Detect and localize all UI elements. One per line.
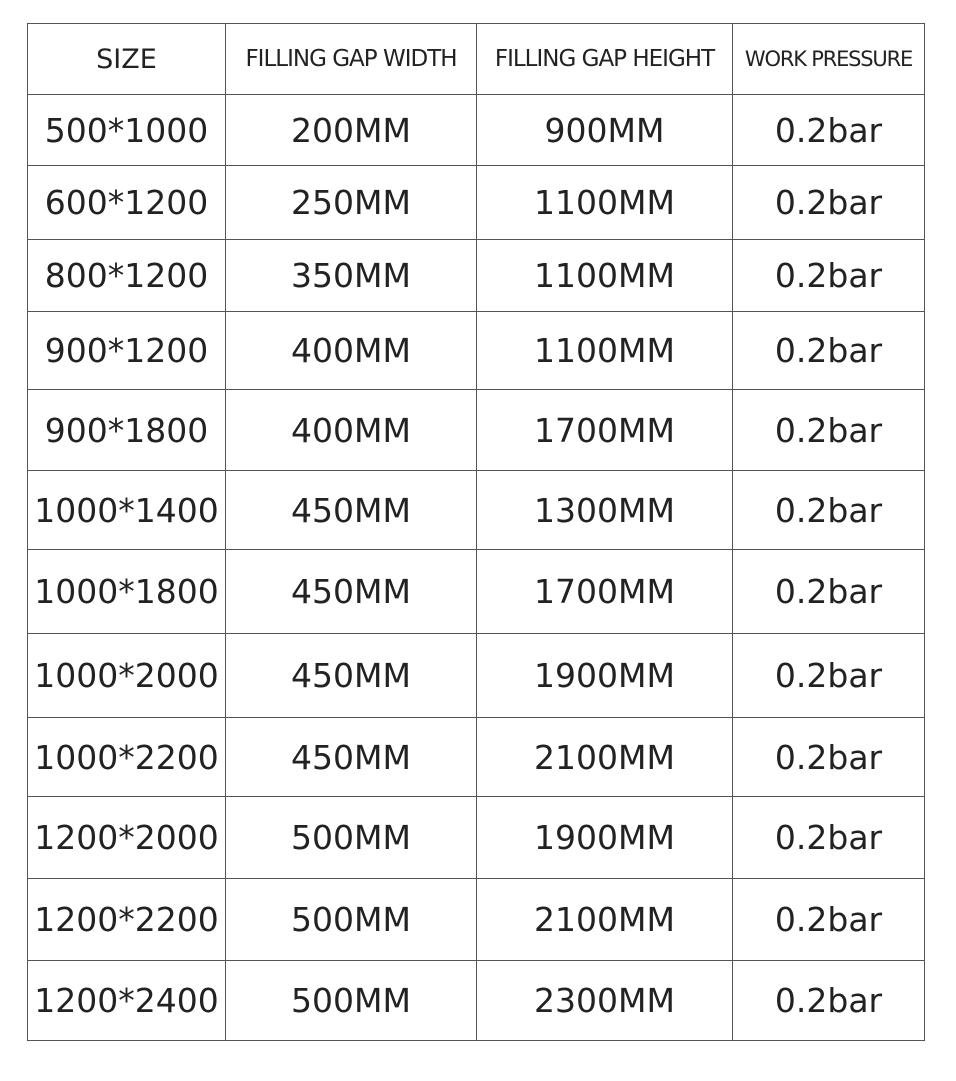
cell-gap-width: 450MM xyxy=(226,634,477,718)
cell-gap-width: 250MM xyxy=(226,166,477,240)
cell-size: 900*1200 xyxy=(28,312,226,390)
header-size: SIZE xyxy=(28,24,226,95)
cell-gap-height: 1700MM xyxy=(477,390,733,471)
cell-size: 1200*2000 xyxy=(28,797,226,879)
cell-gap-width: 500MM xyxy=(226,797,477,879)
cell-work-pressure: 0.2bar xyxy=(733,961,925,1041)
cell-work-pressure: 0.2bar xyxy=(733,797,925,879)
cell-size: 1000*1800 xyxy=(28,550,226,634)
cell-size: 1000*2200 xyxy=(28,718,226,797)
cell-gap-height: 1900MM xyxy=(477,634,733,718)
table-row xyxy=(28,797,925,879)
cell-gap-width: 400MM xyxy=(226,312,477,390)
table-row xyxy=(28,718,925,797)
cell-size: 1000*2000 xyxy=(28,634,226,718)
table-row xyxy=(28,312,925,390)
cell-size: 800*1200 xyxy=(28,240,226,312)
header-gap-height: FILLING GAP HEIGHT xyxy=(477,24,733,95)
table-row xyxy=(28,471,925,550)
table-row xyxy=(28,879,925,961)
cell-size: 600*1200 xyxy=(28,166,226,240)
header-row xyxy=(28,24,925,95)
cell-gap-height: 2300MM xyxy=(477,961,733,1041)
cell-gap-height: 1700MM xyxy=(477,550,733,634)
cell-work-pressure: 0.2bar xyxy=(733,95,925,166)
table-row xyxy=(28,634,925,718)
table-row xyxy=(28,961,925,1041)
cell-gap-width: 350MM xyxy=(226,240,477,312)
cell-work-pressure: 0.2bar xyxy=(733,166,925,240)
table-header xyxy=(28,24,925,95)
cell-size: 1200*2200 xyxy=(28,879,226,961)
cell-gap-width: 450MM xyxy=(226,471,477,550)
cell-gap-height: 900MM xyxy=(477,95,733,166)
cell-work-pressure: 0.2bar xyxy=(733,390,925,471)
table-row xyxy=(28,95,925,166)
cell-work-pressure: 0.2bar xyxy=(733,550,925,634)
cell-work-pressure: 0.2bar xyxy=(733,471,925,550)
cell-work-pressure: 0.2bar xyxy=(733,879,925,961)
cell-gap-width: 200MM xyxy=(226,95,477,166)
spec-table xyxy=(27,23,925,1041)
cell-gap-width: 400MM xyxy=(226,390,477,471)
cell-size: 500*1000 xyxy=(28,95,226,166)
cell-gap-height: 2100MM xyxy=(477,879,733,961)
cell-gap-height: 1100MM xyxy=(477,312,733,390)
cell-work-pressure: 0.2bar xyxy=(733,240,925,312)
cell-gap-width: 450MM xyxy=(226,718,477,797)
cell-gap-height: 2100MM xyxy=(477,718,733,797)
cell-size: 1000*1400 xyxy=(28,471,226,550)
cell-size: 900*1800 xyxy=(28,390,226,471)
cell-size: 1200*2400 xyxy=(28,961,226,1041)
header-gap-width: FILLING GAP WIDTH xyxy=(226,24,477,95)
cell-work-pressure: 0.2bar xyxy=(733,634,925,718)
table-row xyxy=(28,240,925,312)
header-work-pressure: WORK PRESSURE xyxy=(733,24,925,95)
cell-gap-height: 1300MM xyxy=(477,471,733,550)
table-row xyxy=(28,550,925,634)
table-body xyxy=(28,95,925,1041)
cell-gap-width: 450MM xyxy=(226,550,477,634)
cell-gap-height: 1900MM xyxy=(477,797,733,879)
table-row xyxy=(28,390,925,471)
cell-gap-height: 1100MM xyxy=(477,240,733,312)
table-row xyxy=(28,166,925,240)
cell-gap-width: 500MM xyxy=(226,879,477,961)
cell-work-pressure: 0.2bar xyxy=(733,312,925,390)
cell-gap-height: 1100MM xyxy=(477,166,733,240)
cell-work-pressure: 0.2bar xyxy=(733,718,925,797)
cell-gap-width: 500MM xyxy=(226,961,477,1041)
